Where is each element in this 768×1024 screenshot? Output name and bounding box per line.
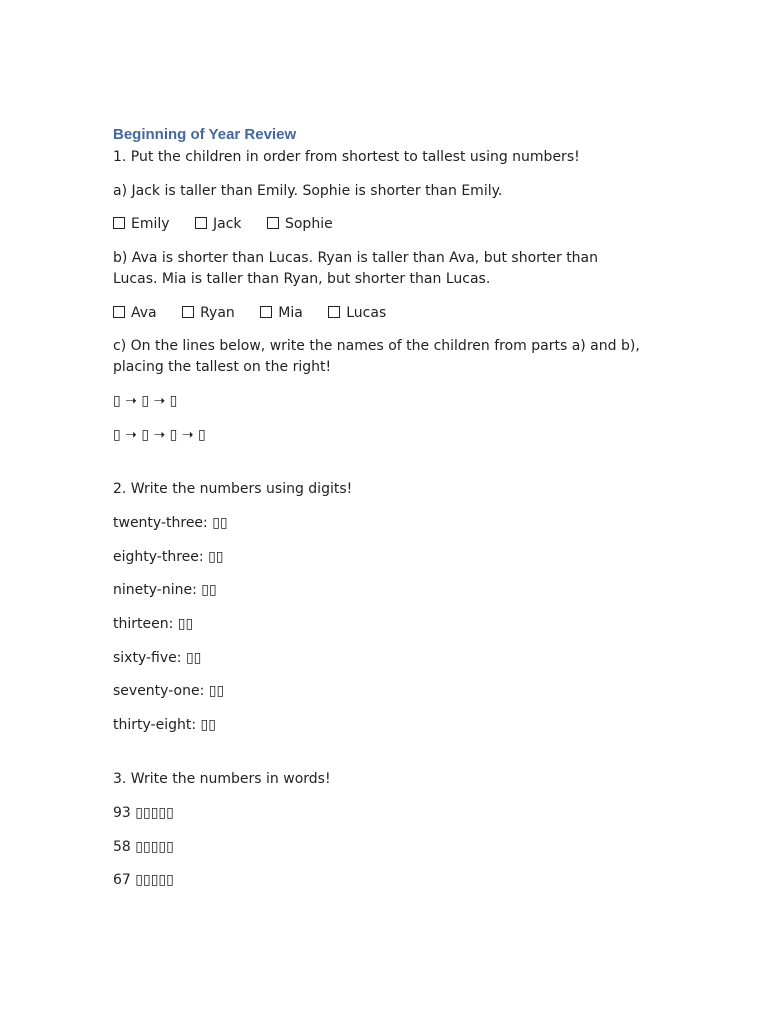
document-body [113, 124, 644, 904]
question-1b-text: b) Ava is shorter than Lucas. Ryan is taller than Ava, but shorter than Lucas. Mia is taller than Ryan, but shorter than Lucas. [113, 250, 599, 288]
answer-line: ▯ ➝ ▯ ➝ ▯ ➝ ▯ [113, 426, 206, 443]
item-number: 67 [113, 872, 131, 889]
words-item [113, 803, 644, 824]
question-1a-options [113, 214, 644, 235]
option-item [260, 303, 303, 324]
answer-blank: ▯▯ [177, 615, 194, 632]
question-1-heading: 1. Put the children in order from shortest to tallest using numbers! [113, 149, 580, 165]
option-label: Lucas [346, 304, 387, 321]
option-item [182, 303, 235, 324]
checkbox-icon [113, 306, 125, 318]
item-number: 93 [113, 805, 131, 822]
words-item [113, 870, 644, 891]
option-item [195, 214, 242, 235]
answer-blank: ▯▯ [185, 649, 202, 666]
answer-line: ▯ ➝ ▯ ➝ ▯ [113, 393, 178, 410]
item-prompt: seventy-one: [113, 683, 205, 700]
digit-item [113, 715, 644, 736]
digit-item [113, 614, 644, 635]
answer-blank: ▯▯ [208, 683, 225, 700]
question-3-heading: 3. Write the numbers in words! [113, 771, 331, 788]
option-label: Ava [131, 304, 157, 321]
question-2-heading: 2. Write the numbers using digits! [113, 481, 353, 498]
option-label: Sophie [284, 216, 333, 233]
checkbox-icon [195, 217, 207, 229]
option-label: Emily [131, 216, 170, 233]
checkbox-icon [182, 306, 194, 318]
item-prompt: thirty-eight: [113, 717, 197, 734]
item-prompt: thirteen: [113, 615, 174, 632]
option-label: Jack [213, 216, 242, 233]
digit-item [113, 513, 644, 534]
item-prompt: eighty-three: [113, 548, 204, 565]
option-item [113, 214, 170, 235]
option-label: Mia [278, 304, 303, 321]
item-prompt: sixty-five: [113, 649, 182, 666]
question-1c-text: c) On the lines below, write the names of the children from parts a) and b), placing the tallest on the right! [113, 338, 640, 376]
digit-item [113, 547, 644, 568]
option-item [113, 303, 157, 324]
answer-blank: ▯▯ [212, 514, 228, 531]
digit-item [113, 580, 644, 601]
question-1b-options [113, 303, 644, 324]
answer-blank: ▯▯▯▯▯ [135, 872, 174, 889]
checkbox-icon [267, 217, 279, 229]
item-prompt: twenty-three: [113, 514, 208, 531]
digit-item [113, 681, 644, 702]
digit-item [113, 648, 644, 669]
checkbox-icon [260, 306, 272, 318]
answer-blank: ▯▯ [201, 582, 217, 599]
option-item [267, 214, 333, 235]
item-number: 58 [113, 838, 131, 855]
option-label: Ryan [200, 304, 235, 321]
answer-blank: ▯▯▯▯▯ [135, 838, 174, 855]
checkbox-icon [113, 217, 125, 229]
checkbox-icon [328, 306, 340, 318]
document-title: Beginning of Year Review [113, 126, 297, 143]
answer-blank: ▯▯ [200, 717, 216, 734]
question-1a-text: a) Jack is taller than Emily. Sophie is shorter than Emily. [113, 182, 503, 199]
answer-blank: ▯▯ [208, 548, 224, 565]
answer-blank: ▯▯▯▯▯ [135, 805, 174, 822]
item-prompt: ninety-nine: [113, 582, 197, 599]
option-item [328, 303, 386, 324]
words-item [113, 837, 644, 858]
